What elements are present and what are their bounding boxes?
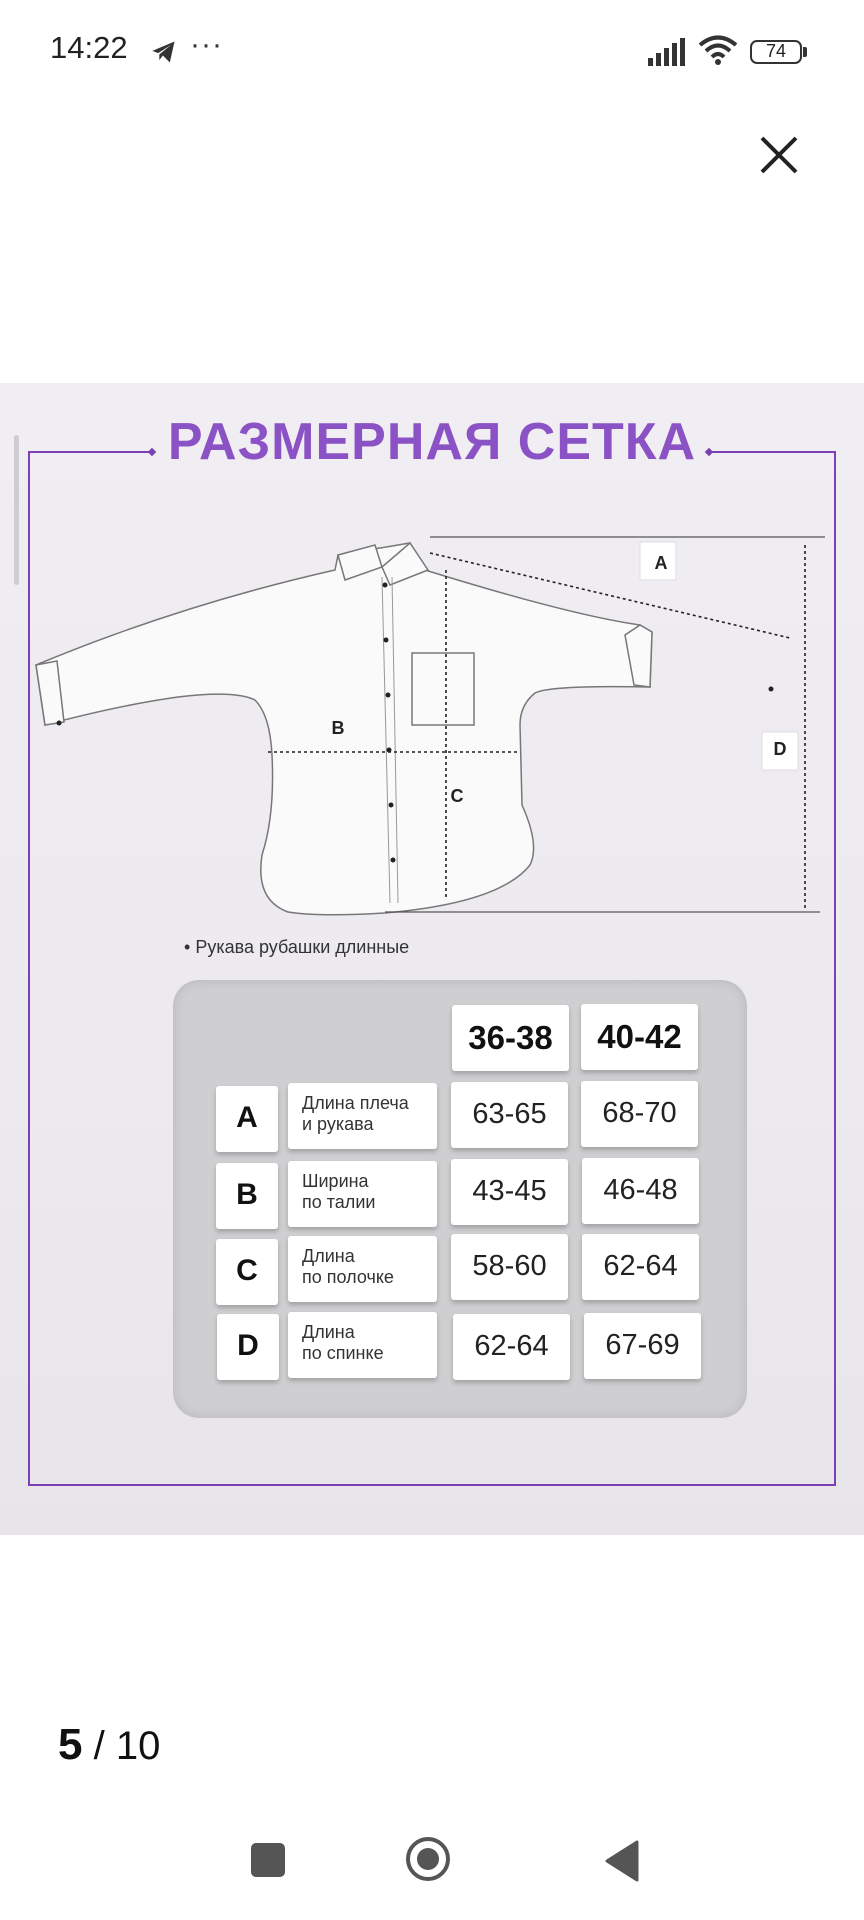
row-letter: B <box>216 1163 278 1229</box>
status-time: 14:22 <box>50 30 128 65</box>
frame-line <box>834 451 836 1484</box>
label-a: A <box>654 553 668 573</box>
sleeve-note-text: Рукава рубашки длинные <box>195 937 410 957</box>
row-description-line: Длина <box>302 1322 355 1342</box>
row-description-line: по полочке <box>302 1267 394 1287</box>
frame-line <box>28 451 152 453</box>
frame-line <box>28 1484 836 1486</box>
size-value: 63-65 <box>451 1082 568 1148</box>
page-separator: / <box>93 1724 105 1768</box>
shirt-button <box>384 638 389 643</box>
shirt-button <box>57 721 62 726</box>
row-letter: A <box>216 1086 278 1152</box>
telegram-icon <box>150 38 178 66</box>
label-c: C <box>450 786 464 806</box>
row-description-line: по спинке <box>302 1343 384 1363</box>
size-header: 40-42 <box>581 1004 698 1070</box>
row-description <box>288 1161 437 1227</box>
page-current: 5 <box>58 1720 83 1769</box>
back-icon[interactable] <box>603 1840 641 1882</box>
size-value: 68-70 <box>581 1081 698 1147</box>
wifi-icon <box>697 34 739 66</box>
size-chart-title: РАЗМЕРНАЯ СЕТКА <box>167 413 697 471</box>
close-icon[interactable] <box>752 128 806 182</box>
row-description-line: Длина плеча <box>302 1093 409 1113</box>
battery-indicator: 74 <box>750 40 802 64</box>
row-description-line: по талии <box>302 1192 376 1212</box>
page-total: 10 <box>115 1724 161 1768</box>
shirt-button <box>389 803 394 808</box>
label-d: D <box>773 739 787 759</box>
row-description-line: и рукава <box>302 1114 374 1134</box>
home-icon[interactable] <box>405 1836 451 1882</box>
shirt-button <box>391 858 396 863</box>
size-value: 62-64 <box>453 1314 570 1380</box>
size-value: 67-69 <box>584 1313 701 1379</box>
size-value: 46-48 <box>582 1158 699 1224</box>
image-scroll-indicator <box>14 435 19 585</box>
frame-line <box>708 451 836 453</box>
row-letter: D <box>217 1314 279 1380</box>
row-description <box>288 1312 437 1378</box>
shirt-button <box>769 687 774 692</box>
sleeve-note: • Рукава рубашки длинные <box>184 937 410 957</box>
row-description-line: Длина <box>302 1246 355 1266</box>
size-header: 36-38 <box>452 1005 569 1071</box>
shirt-button <box>383 583 388 588</box>
row-description <box>288 1236 437 1302</box>
size-value: 58-60 <box>451 1234 568 1300</box>
recent-apps-icon[interactable] <box>251 1843 285 1877</box>
page-counter <box>58 1720 160 1770</box>
row-letter: C <box>216 1239 278 1305</box>
shirt-diagram <box>30 525 830 925</box>
size-value: 43-45 <box>451 1159 568 1225</box>
status-overflow-dots: ··· <box>190 28 223 61</box>
battery-nub <box>803 47 807 57</box>
size-value: 62-64 <box>582 1234 699 1300</box>
row-description <box>288 1083 437 1149</box>
shirt-button <box>386 693 391 698</box>
label-b: B <box>331 718 345 738</box>
signal-icon <box>648 38 688 66</box>
row-description-line: Ширина <box>302 1171 369 1191</box>
